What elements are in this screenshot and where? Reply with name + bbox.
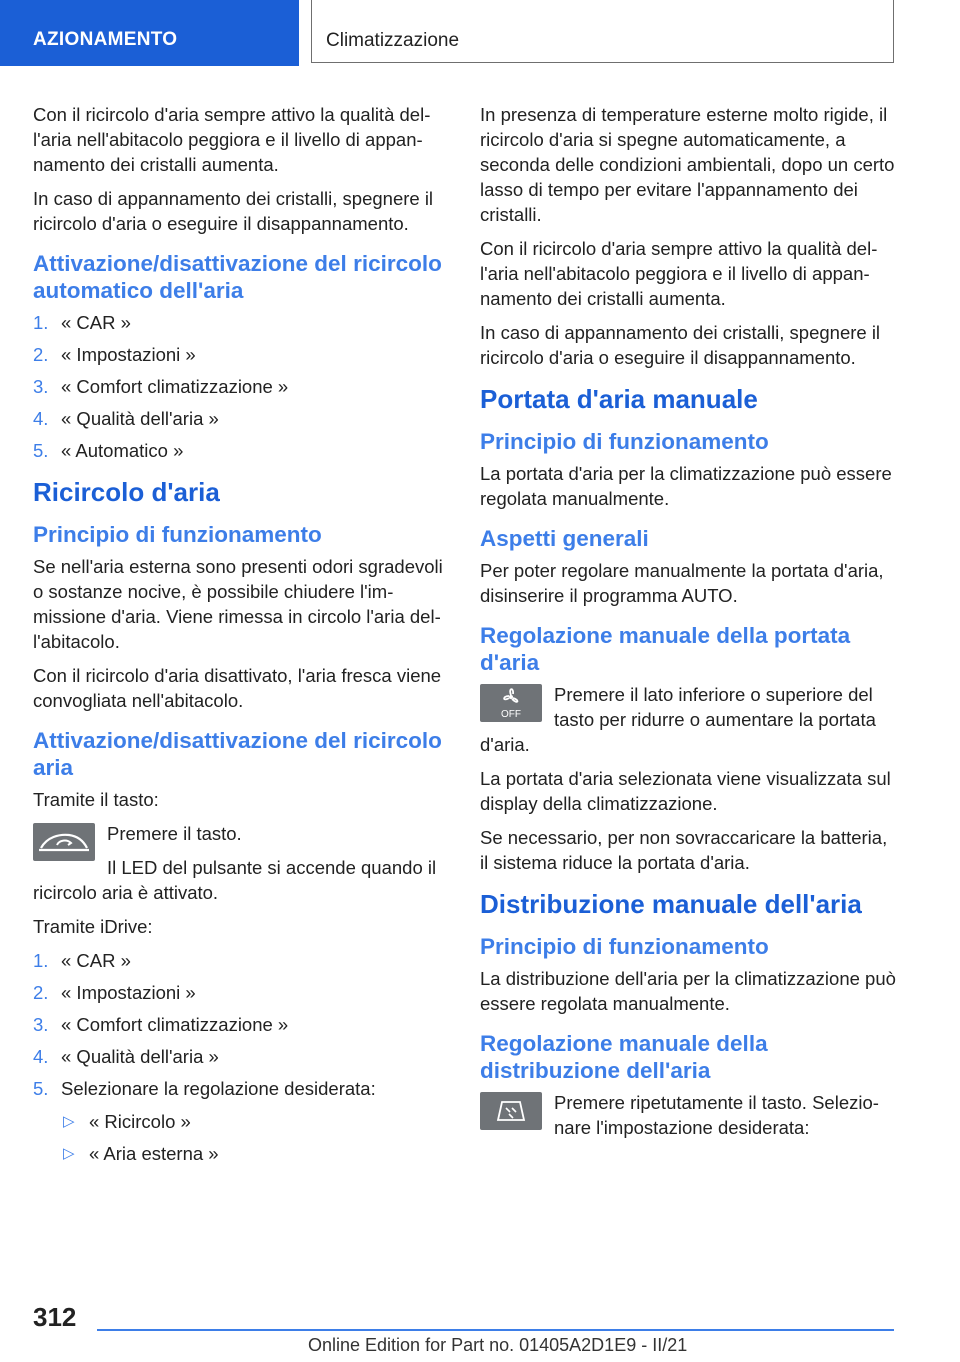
section-heading: Regolazione manuale della distribuzione dell'aria <box>480 1031 768 1083</box>
recirculation-button-icon <box>33 823 95 861</box>
paragraph: Se nell'aria esterna sono presenti odori sgradevoli o sostanze nocive, è possibile chiudere l'immissione d'aria. Viene rimessa in circolo l'aria dell'abitacolo. <box>33 556 443 652</box>
fan-off-button-icon <box>480 684 542 722</box>
list-item: 1. « CAR » <box>33 950 131 971</box>
sub-options-list <box>33 1109 453 1166</box>
air-distribution-button-icon <box>480 1092 542 1130</box>
paragraph: In presenza di temperature esterne molto rigide, il ricircolo d'aria si spegne automaticamente, a seconda delle condizioni ambientali, dopo un certo lasso di tempo per evitare l'appannamento dei cristalli. <box>480 104 895 225</box>
paragraph: Il LED del pulsante si accende quando il ricircolo aria è attivato. <box>33 857 437 903</box>
paragraph: Con il ricircolo d'aria sempre attivo la qualità dell'aria nell'abitacolo peggiora e il livello di appannamento dei cristalli aumenta. <box>480 238 878 309</box>
triangle-bullet-icon: ▷ <box>63 1113 75 1130</box>
button-instruction <box>33 821 453 905</box>
paragraph: Se necessario, per non sovraccaricare la batteria, il sistema riduce la portata d'aria. <box>480 827 888 873</box>
paragraph: Tramite iDrive: <box>33 916 153 937</box>
chapter-heading: Portata d'aria manuale <box>480 384 758 414</box>
list-item: 3. « Comfort climatizzazione » <box>33 1014 289 1035</box>
button-instruction <box>480 1090 900 1150</box>
paragraph: Con il ricircolo d'aria disattivato, l'aria fresca viene convogliata nell'abitacolo. <box>33 665 442 711</box>
list-item: 1. « CAR » <box>33 312 131 333</box>
header-topic-box <box>311 0 894 63</box>
paragraph: In caso di appannamento dei cristalli, spegnere il ricircolo d'aria o eseguire il disappannamento. <box>33 188 434 234</box>
list-item: ▷ « Ricircolo » <box>63 1111 191 1132</box>
header-topic-label: Climatizzazione <box>326 30 460 51</box>
paragraph: La portata d'aria selezionata viene visualizzata sul display della climatizzazione. <box>480 768 891 814</box>
list-item: 5. « Automatico » <box>33 440 184 461</box>
section-heading: Principio di funzionamento <box>480 429 769 454</box>
header-section-tab <box>0 0 299 66</box>
list-item: 2. « Impostazioni » <box>33 344 196 365</box>
section-heading: Attivazione/disattivazione del ricircolo aria <box>33 728 442 780</box>
paragraph: Tramite il tasto: <box>33 789 159 810</box>
steps-list <box>33 948 453 1101</box>
right-column <box>480 102 900 1150</box>
paragraph: Premere il tasto. <box>107 823 242 844</box>
paragraph: Con il ricircolo d'aria sempre attivo la qualità dell'aria nell'abitacolo peggiora e il livello di appannamento dei cristalli aumenta. <box>33 104 431 175</box>
section-heading: Principio di funzionamento <box>33 522 322 547</box>
list-item: 5. Selezionare la regolazione desiderata: <box>33 1078 376 1099</box>
button-instruction <box>480 682 900 757</box>
paragraph: Premere il lato inferiore o superiore del tasto per ridurre o aumentare la portata d'aria. <box>480 684 876 755</box>
triangle-bullet-icon: ▷ <box>63 1145 75 1162</box>
list-item: 4. « Qualità dell'aria » <box>33 408 219 429</box>
section-heading: Principio di funzionamento <box>480 934 769 959</box>
paragraph: La distribuzione dell'aria per la climatizzazione può essere regolata manualmente. <box>480 968 896 1014</box>
chapter-heading: Ricircolo d'aria <box>33 477 220 507</box>
footer-divider <box>97 1329 894 1331</box>
footer-edition: Online Edition for Part no. 01405A2D1E9 - II/21 <box>308 1335 688 1355</box>
paragraph: La portata d'aria per la climatizzazione può essere regolata manualmente. <box>480 463 892 509</box>
steps-list <box>33 310 453 463</box>
left-column <box>33 102 453 1173</box>
svg-text:OFF: OFF <box>501 709 521 720</box>
header-section-label: AZIONAMENTO <box>33 29 178 50</box>
list-item: 3. « Comfort climatizzazione » <box>33 376 289 397</box>
paragraph: Per poter regolare manualmente la portata d'aria, disinserire il programma AUTO. <box>480 560 884 606</box>
chapter-heading: Distribuzione manuale dell'aria <box>480 889 862 919</box>
list-item: ▷ « Aria esterna » <box>63 1143 219 1164</box>
page-number: 312 <box>33 1302 77 1332</box>
list-item: 4. « Qualità dell'aria » <box>33 1046 219 1067</box>
section-heading: Regolazione manuale della portata d'aria <box>480 623 851 675</box>
section-heading: Aspetti generali <box>480 526 649 551</box>
list-item: 2. « Impostazioni » <box>33 982 196 1003</box>
section-heading: Attivazione/disattivazione del ricircolo automatico dell'aria <box>33 251 442 303</box>
paragraph: Premere ripetutamente il tasto. Selezionare l'impostazione desiderata: <box>554 1092 879 1138</box>
paragraph: In caso di appannamento dei cristalli, spegnere il ricircolo d'aria o eseguire il disappannamento. <box>480 322 881 368</box>
